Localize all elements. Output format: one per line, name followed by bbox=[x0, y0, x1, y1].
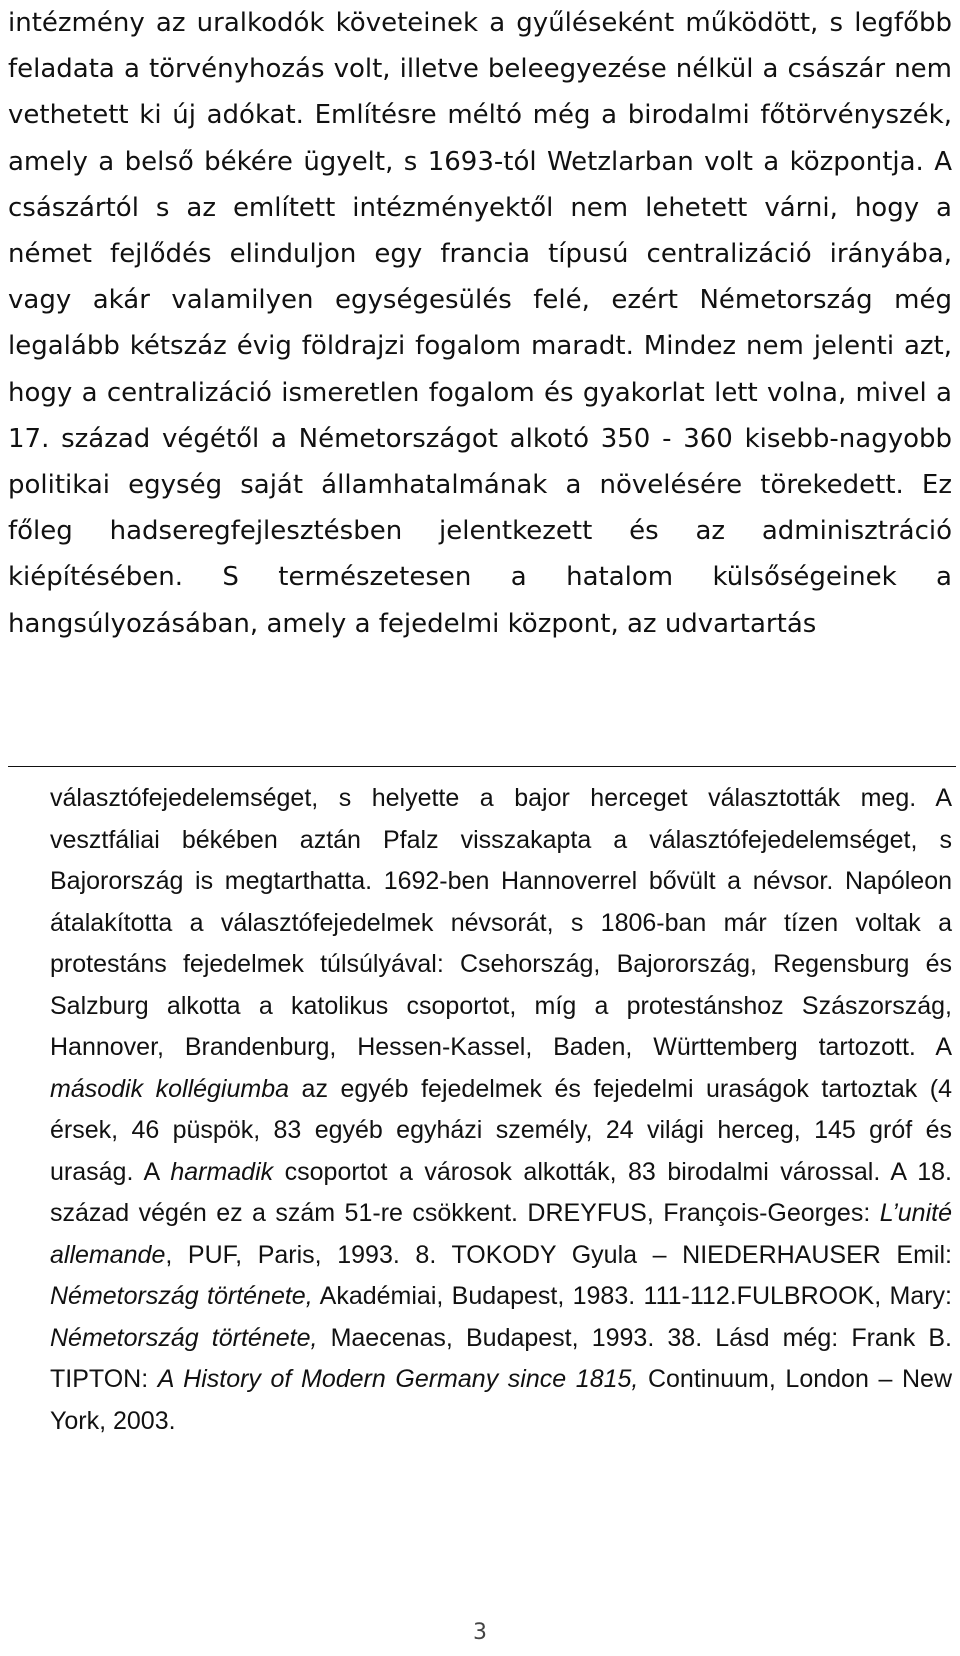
footnote-segment: csoportot a városok alkották, 83 birodalmi várossal. A 18. század végén ez a szám 51-re csökkent. DREYFUS, François-Georges: bbox=[50, 1157, 952, 1227]
footnote-italic-segment: Németország története, bbox=[50, 1282, 313, 1310]
page-number: 3 bbox=[473, 1620, 487, 1645]
footnote-italic-segment: Németország története, bbox=[50, 1323, 318, 1352]
footnote-segment: , PUF, Paris, 1993. 8. TOKODY Gyula – NIEDERHAUSER Emil: bbox=[165, 1240, 952, 1269]
footnote-segment: Maecenas, Budapest, 1993. 38. Lásd még: Frank B. TIPTON: bbox=[50, 1323, 952, 1393]
footnote-segment: Continuum, London – New York, 2003. bbox=[50, 1365, 953, 1435]
main-body-paragraph: intézmény az uralkodók követeinek a gyűléseként működött, s legfőbb feladata a törvényhozás volt, illetve beleegyezése nélkül a császár nem vethetett ki új adókat. Említésre méltó még a birodalmi főtörvényszék, amely a belső békére ügyelt, s 1693-tól Wetzlarban volt a központja. A császártól s az említett intézményektől nem lehetett várni, hogy a német fejlődés elinduljon egy francia típusú centralizáció irányába, vagy akár valamilyen egységesülés felé, ezért Németország még legalább kétszáz évig földrajzi fogalom maradt. Mindez nem jelenti azt, hogy a centralizáció ismeretlen fogalom és gyakorlat lett volna, mivel a 17. század végétől a Németországot alkotó 350 - 360 kisebb-nagyobb politikai egység saját államhatalmának a növelésére törekedett. Ez főleg hadseregfejlesztésben jelentkezett és az adminisztráció kiépítésében. S természetesen a hatalom külsőségeinek a hangsúlyozásában, amely a fejedelmi központ, az udvartartás bbox=[8, 8, 952, 639]
footnote-italic-segment: második kollégiumba bbox=[50, 1074, 290, 1103]
footnote-segment: az egyéb fejedelmek és fejedelmi uraságok tartoztak (4 érsek, 46 püspök, 83 egyéb egyházi személy, 24 világi herceg, 145 gróf és uraság. A bbox=[50, 1074, 952, 1186]
footnote-italic-segment: L’unité allemande bbox=[50, 1199, 952, 1269]
footnote-separator bbox=[8, 766, 956, 767]
footnote-italic-segment: A History of Modern Germany since 1815, bbox=[157, 1365, 639, 1393]
footnote-segment: Akadémiai, Budapest, 1983. 111-112.FULBROOK, Mary: bbox=[312, 1282, 953, 1310]
footnote-segment: választófejedelemséget, s helyette a bajor herceget választották meg. A vesztfáliai békében aztán Pfalz visszakapta a választófejedelemséget, s Bajorország is megtarthatta. 1692-ben Hannoverrel bővült a névsor. Napóleon átalakította a választófejedelmek névsorát, s 1806-ban már tízen voltak a protestáns fejedelmek túlsúlyával: Csehország, Bajorország, Regensburg és Salzburg alkotta a katolikus csoportot, míg a protestánshoz Szászország, Hannover, Brandenburg, Hessen-Kassel, Baden, Württemberg tartozott. A bbox=[50, 784, 952, 1061]
footnote-text bbox=[50, 778, 952, 1442]
footnote-italic-segment: harmadik bbox=[170, 1157, 274, 1186]
